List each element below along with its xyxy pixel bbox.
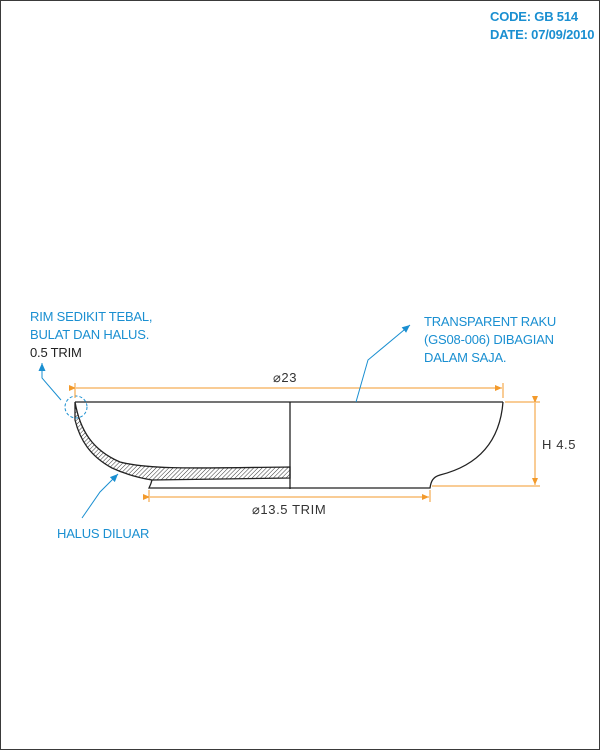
rim-trim-note: 0.5 TRIM (30, 345, 82, 360)
glaze-leader (356, 325, 410, 402)
drawing-date: DATE: 07/09/2010 (490, 27, 595, 42)
outside-leader (82, 474, 118, 518)
bowl-outline-right (290, 402, 503, 488)
glaze-note-line2: (GS08-006) DIBAGIAN (424, 332, 554, 347)
drawing-code: CODE: GB 514 (490, 9, 578, 24)
height-label: H 4.5 (542, 437, 577, 452)
diameter-label: ⌀23 (273, 370, 298, 385)
glaze-note-line3: DALAM SAJA. (424, 350, 507, 365)
rim-leader (42, 363, 61, 400)
section-wall-hatched (75, 402, 290, 480)
base-diameter-label: ⌀13.5 TRIM (252, 502, 327, 517)
outside-smooth-note: HALUS DILUAR (57, 526, 150, 541)
glaze-note-line1: TRANSPARENT RAKU (424, 314, 557, 329)
foot-ring-left (149, 480, 290, 488)
rim-note-line2: BULAT DAN HALUS. (30, 327, 150, 342)
rim-note-line1: RIM SEDIKIT TEBAL, (30, 309, 153, 324)
